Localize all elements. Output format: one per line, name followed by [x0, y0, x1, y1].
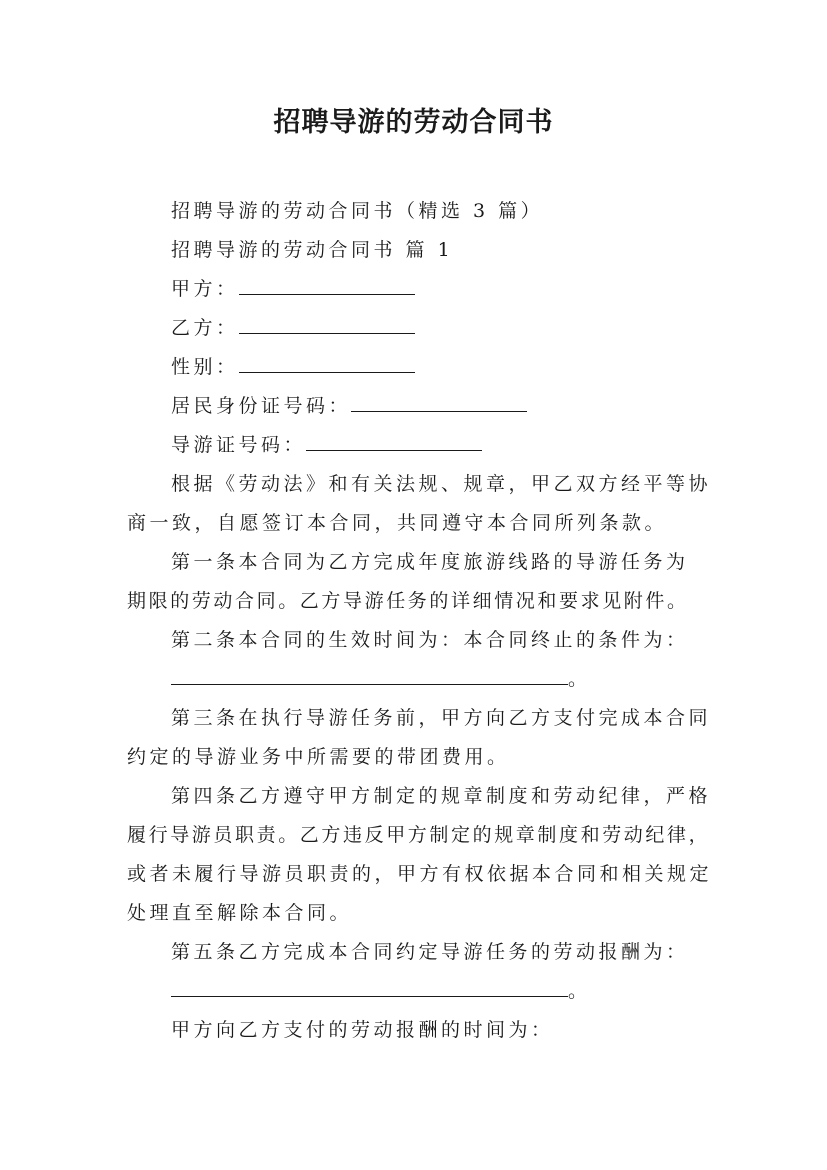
article-4-line: 或者未履行导游员职责的，甲方有权依据本合同和相关规定 [127, 863, 713, 885]
article-1-line: 期限的劳动合同。乙方导游任务的详细情况和要求见附件。 [127, 590, 689, 612]
gender-label: 性别： [171, 356, 239, 378]
article-5-period: 。 [568, 980, 591, 1002]
party-a-field [171, 277, 415, 301]
article-4-line: 处理直至解除本合同。 [127, 902, 353, 924]
article-5-blank [171, 980, 568, 997]
payment-time-line: 甲方向乙方支付的劳动报酬的时间为： [171, 1019, 554, 1041]
article-5-line: 第五条乙方完成本合同约定导游任务的劳动报酬为： [171, 941, 689, 963]
article-2-blank [171, 668, 568, 685]
section-heading [171, 238, 453, 262]
document-title: 招聘导游的劳动合同书 [273, 107, 554, 138]
article-2-blank-line [171, 667, 591, 691]
id-number-blank [351, 395, 527, 412]
article-4-line: 第四条乙方遵守甲方制定的规章制度和劳动纪律，严格 [171, 785, 712, 807]
party-b-label: 乙方： [171, 317, 239, 339]
article-2-period: 。 [568, 668, 591, 690]
paragraph-line: 商一致，自愿签订本合同，共同遵守本合同所列条款。 [127, 512, 668, 534]
id-number-field [171, 394, 527, 418]
article-1-line: 第一条本合同为乙方完成年度旅游线路的导游任务为 [171, 551, 689, 573]
article-2-line: 第二条本合同的生效时间为：本合同终止的条件为： [171, 629, 689, 651]
article-5-blank-line [171, 979, 591, 1003]
section-heading-text: 招聘导游的劳动合同书 篇 1 [171, 239, 454, 261]
paragraph-line: 根据《劳动法》和有关法规、规章，甲乙双方经平等协 [171, 473, 712, 495]
guide-license-label: 导游证号码： [171, 434, 307, 456]
subtitle-text: 招聘导游的劳动合同书（精选 3 篇） [171, 200, 544, 222]
article-3-line: 约定的导游业务中所需要的带团费用。 [127, 746, 510, 768]
gender-field [171, 355, 415, 379]
id-number-label: 居民身份证号码： [171, 395, 352, 417]
guide-license-field [171, 433, 482, 457]
guide-license-blank [306, 434, 482, 451]
article-3-line: 第三条在执行导游任务前，甲方向乙方支付完成本合同 [171, 707, 712, 729]
gender-blank [239, 356, 415, 373]
subtitle-line [171, 199, 543, 223]
party-b-blank [239, 317, 415, 334]
party-a-blank [239, 278, 415, 295]
party-b-field [171, 316, 415, 340]
party-a-label: 甲方： [171, 278, 239, 300]
article-4-line: 履行导游员职责。乙方违反甲方制定的规章制度和劳动纪律， [127, 824, 711, 846]
